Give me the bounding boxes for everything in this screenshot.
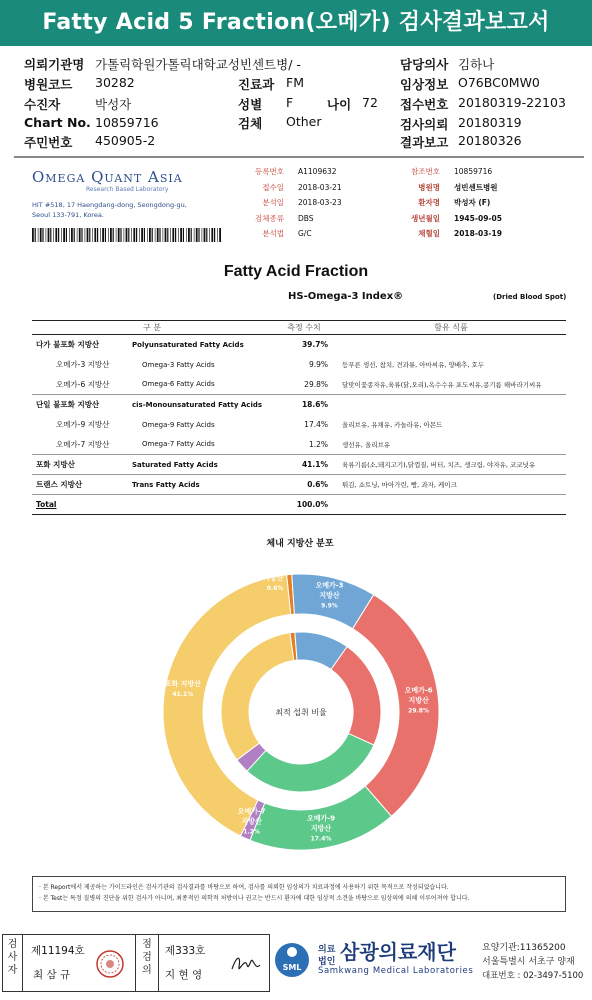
row-food: 올리브유, 유채유, 카놀라유, 아몬드: [342, 421, 443, 429]
row-food: 튀김, 쇼트닝, 마아가린, 빵, 과자, 케이크: [336, 475, 566, 495]
meta-key: 검체종류: [255, 213, 284, 223]
divider: [14, 156, 584, 158]
row-value: 9.9%: [308, 360, 328, 369]
id-value: 450905-2: [95, 133, 156, 148]
distribution-title: 체내 지방산 분포: [266, 539, 334, 549]
chart-no-value: 10859716: [95, 115, 159, 130]
tester-seal: [95, 949, 125, 979]
report-title: Fatty Acid 5 Fraction(오메가) 검사결과보고서: [0, 0, 592, 46]
slice-label: 포화 지방산: [164, 680, 201, 689]
meta-value: 10859716: [454, 167, 493, 176]
row-value: 39.7%: [272, 335, 336, 355]
row-english-name: Trans Fatty Acids: [132, 475, 272, 495]
tester-label: 검사자: [3, 935, 23, 991]
receipt-value: 20180319-22103: [458, 95, 566, 110]
table-row: [32, 395, 566, 415]
meta-key: 참조번호: [411, 167, 440, 176]
meta-row: [396, 213, 502, 224]
meta-value: A1109632: [298, 167, 337, 176]
hs-omega3-index-title: HS-Omega-3 Index®: [288, 291, 404, 302]
slice-label: 오메가-7: [237, 807, 266, 816]
slice-label: 오메가-3: [315, 581, 344, 590]
table-row: [32, 415, 566, 435]
meta-key: 채혈일: [418, 229, 440, 238]
row-value: 29.8%: [304, 379, 328, 389]
result-report-label: 결과보고: [400, 135, 449, 150]
specimen-label: 검체: [238, 116, 263, 131]
examinee-label: 수진자: [24, 97, 61, 112]
meta-value: 2018-03-19: [454, 229, 502, 238]
receipt-label: 접수번호: [400, 97, 449, 112]
table-row: [32, 435, 566, 455]
slice-label: 1.2%: [243, 828, 260, 836]
meta-key: 분석법: [262, 229, 284, 238]
request-value: 20180319: [458, 115, 522, 130]
table-row: [32, 455, 566, 475]
meta-key: 병원명: [418, 182, 440, 192]
request-label: 검사의뢰: [400, 117, 449, 132]
lab-tagline: Research Based Laboratory: [86, 186, 169, 193]
table-header: 측정 수치: [272, 321, 336, 335]
meta-row: [226, 213, 314, 224]
meta-value: G/C: [298, 229, 312, 238]
row-korean-name: 트랜스 지방산: [32, 475, 132, 495]
row-english-name: Omega-3 Fatty Acids: [142, 360, 215, 369]
table-row: [32, 355, 566, 375]
table-header: 구 분: [32, 321, 272, 335]
meta-row: [226, 228, 312, 239]
checker-license: 제333호: [165, 945, 206, 957]
foundation-english-name: Samkwang Medical Laboratories: [318, 966, 474, 976]
tester-license: 제11194호: [31, 945, 85, 957]
row-korean-name: 다가 불포화 지방산: [32, 335, 132, 355]
meta-row: [226, 197, 342, 208]
row-food: [336, 395, 566, 415]
institution-value: 가톨릭학원가톨릭대학교성빈센트병/ -: [95, 57, 301, 72]
row-value: 0.6%: [272, 475, 336, 495]
foundation-name: 삼광의료재단: [340, 940, 456, 964]
meta-value: 2018-03-23: [298, 198, 342, 207]
patient-info: [0, 50, 592, 154]
meta-value: 2018-03-21: [298, 182, 342, 192]
doctor-value: 김하나: [458, 57, 495, 72]
row-value: 41.1%: [272, 455, 336, 475]
slice-label: 17.4%: [310, 835, 332, 843]
clinical-value: O76BC0MW0: [458, 75, 540, 90]
meta-row: [396, 197, 490, 208]
meta-value: 박성자 (F): [454, 198, 491, 207]
disclaimer-box: [32, 876, 566, 912]
row-food: 육류기름(소,돼지고기),닭껍질, 버터, 치즈, 생크림, 야자유, 코코넛유: [336, 455, 566, 475]
signature-block: [2, 934, 270, 992]
meta-key: 생년월일: [411, 213, 440, 223]
slice-label: 트랜스 지방산: [240, 574, 284, 583]
meta-key: 등록번호: [255, 167, 284, 176]
row-korean-name: Total: [32, 495, 132, 515]
lab-report: [26, 160, 574, 902]
lab-address-line: Seoul 133-791, Korea.: [32, 211, 104, 219]
row-english-name: [132, 495, 272, 515]
tester-name: 최 삼 규: [33, 969, 71, 981]
foundation-tag1: 의료: [318, 945, 336, 955]
foundation-phone: 대표번호 : 02-3497-5100: [482, 971, 584, 981]
age-label: 나이: [327, 97, 352, 112]
row-value: 17.4%: [304, 420, 328, 429]
meta-value: 1945-09-05: [454, 213, 502, 223]
table-row: [32, 475, 566, 495]
slice-label: 지방산: [408, 696, 429, 705]
age-value: 72: [362, 95, 378, 110]
disclaimer-line: · 본 Report에서 제공하는 가이드라인은 검사기관의 검사결과를 바탕으로 하여, 검사를 의뢰한 임상의가 치료과정에 사용하기 위한 목적으로 작성되었습니다.: [39, 884, 449, 891]
row-food: 달맞이꽃종자유,육류(닭,오리),옥수수유 포도씨유,콩기름 해바라기씨유: [342, 380, 542, 389]
result-report-value: 20180326: [458, 133, 522, 148]
slice-label: 오메가-6: [404, 686, 433, 695]
sex-value: F: [286, 95, 294, 110]
row-english-name: Omega-6 Fatty Acids: [142, 380, 215, 389]
row-english-name: Polyunsaturated Fatty Acids: [132, 335, 272, 355]
row-korean-name: 오메가-9 지방산: [56, 420, 110, 429]
meta-value: DBS: [298, 213, 314, 223]
meta-row: [396, 228, 502, 239]
sml-logo-icon: [272, 940, 312, 980]
dried-blood-spot-note: (Dried Blood Spot): [493, 293, 567, 301]
slice-label: 9.9%: [321, 602, 338, 610]
row-english-name: cis-Monounsaturated Fatty Acids: [132, 395, 272, 415]
hospital-code-value: 30282: [95, 75, 135, 90]
meta-key: 분석일: [262, 198, 284, 207]
lab-address-line: HIT #518, 17 Haengdang-dong, Seongdong-gu,: [32, 201, 187, 209]
barcode: [32, 228, 222, 242]
row-food: 생선유, 올리브유: [342, 440, 391, 449]
row-value: 18.6%: [272, 395, 336, 415]
slice-label: 지방산: [319, 591, 340, 600]
slice-label: 지방산: [241, 817, 262, 826]
foundation-tag2: 법인: [318, 957, 336, 967]
slice-label: 0.6%: [266, 585, 284, 593]
doctor-label: 담당의사: [400, 57, 449, 72]
fatty-acid-donut-chart: [156, 572, 446, 852]
foundation-code: 요양기관:11365200: [482, 943, 566, 953]
table-row: [32, 335, 566, 355]
disclaimer-line: · 본 Test는 특정 질병의 진단을 위한 검사가 아니며, 최종적인 의학적 처방이나 권고는 반드시 환자에 대한 임상적 소견을 바탕으로 임상의에 의해 이루어져야 합니다.: [39, 895, 470, 902]
meta-row: [226, 166, 337, 177]
hospital-code-label: 병원코드: [24, 77, 73, 92]
row-food: 등푸른 생선, 참치, 견과류, 아마씨유, 양배추, 호두: [342, 361, 485, 369]
row-value: 100.0%: [272, 495, 336, 515]
meta-row: [396, 166, 492, 177]
specimen-value: Other: [286, 114, 322, 129]
meta-value: 성빈센트병원: [454, 182, 498, 192]
checker-signature: [229, 951, 263, 977]
examinee-value: 박성자: [95, 97, 132, 112]
row-english-name: Saturated Fatty Acids: [132, 455, 272, 475]
foundation-block: [270, 934, 592, 992]
meta-key: 접수일: [262, 182, 284, 192]
sml-logo-text: SML: [282, 963, 302, 972]
lab-logo: Omega Quant Asia: [32, 168, 183, 186]
fatty-acid-table: [32, 320, 566, 515]
slice-label: 41.1%: [172, 691, 194, 699]
row-english-name: Omega-7 Fatty Acids: [142, 440, 215, 449]
table-row: [32, 495, 566, 515]
slice-label: 오메가-9: [306, 814, 336, 823]
row-korean-name: 포화 지방산: [32, 455, 132, 475]
row-korean-name: 오메가-6 지방산: [56, 379, 110, 389]
fatty-acid-fraction-title: Fatty Acid Fraction: [223, 263, 369, 280]
chart-no-label: Chart No.: [24, 115, 91, 130]
row-korean-name: 오메가-7 지방산: [56, 439, 110, 449]
checker-name: 지 현 영: [165, 969, 203, 981]
meta-key: 환자명: [418, 198, 440, 207]
lab-address: [32, 200, 222, 220]
row-value: 1.2%: [308, 439, 328, 449]
table-header-row: [32, 321, 566, 335]
slice-label: 29.8%: [408, 707, 430, 715]
row-korean-name: 오메가-3 지방산: [56, 360, 110, 369]
row-food: [336, 495, 566, 515]
meta-row: [226, 182, 342, 193]
chart-center-label: 최적 섭취 비율: [275, 708, 327, 717]
checker-label: 점검의: [135, 935, 159, 991]
sex-label: 성별: [238, 97, 263, 112]
row-korean-name: 단일 불포화 지방산: [32, 395, 132, 415]
slice-label: 지방산: [310, 824, 332, 833]
foundation-address: 서울특별시 서초구 양재: [482, 957, 575, 967]
clinical-label: 임상정보: [400, 77, 449, 92]
table-header: 함유 식품: [336, 321, 566, 335]
dept-label: 진료과: [238, 77, 275, 92]
table-row: [32, 375, 566, 395]
row-english-name: Omega-9 Fatty Acids: [142, 420, 215, 429]
institution-label: 의뢰기관명: [24, 57, 85, 72]
row-food: [336, 335, 566, 355]
meta-row: [396, 182, 497, 193]
id-label: 주민번호: [24, 135, 73, 150]
dept-value: FM: [286, 75, 304, 90]
